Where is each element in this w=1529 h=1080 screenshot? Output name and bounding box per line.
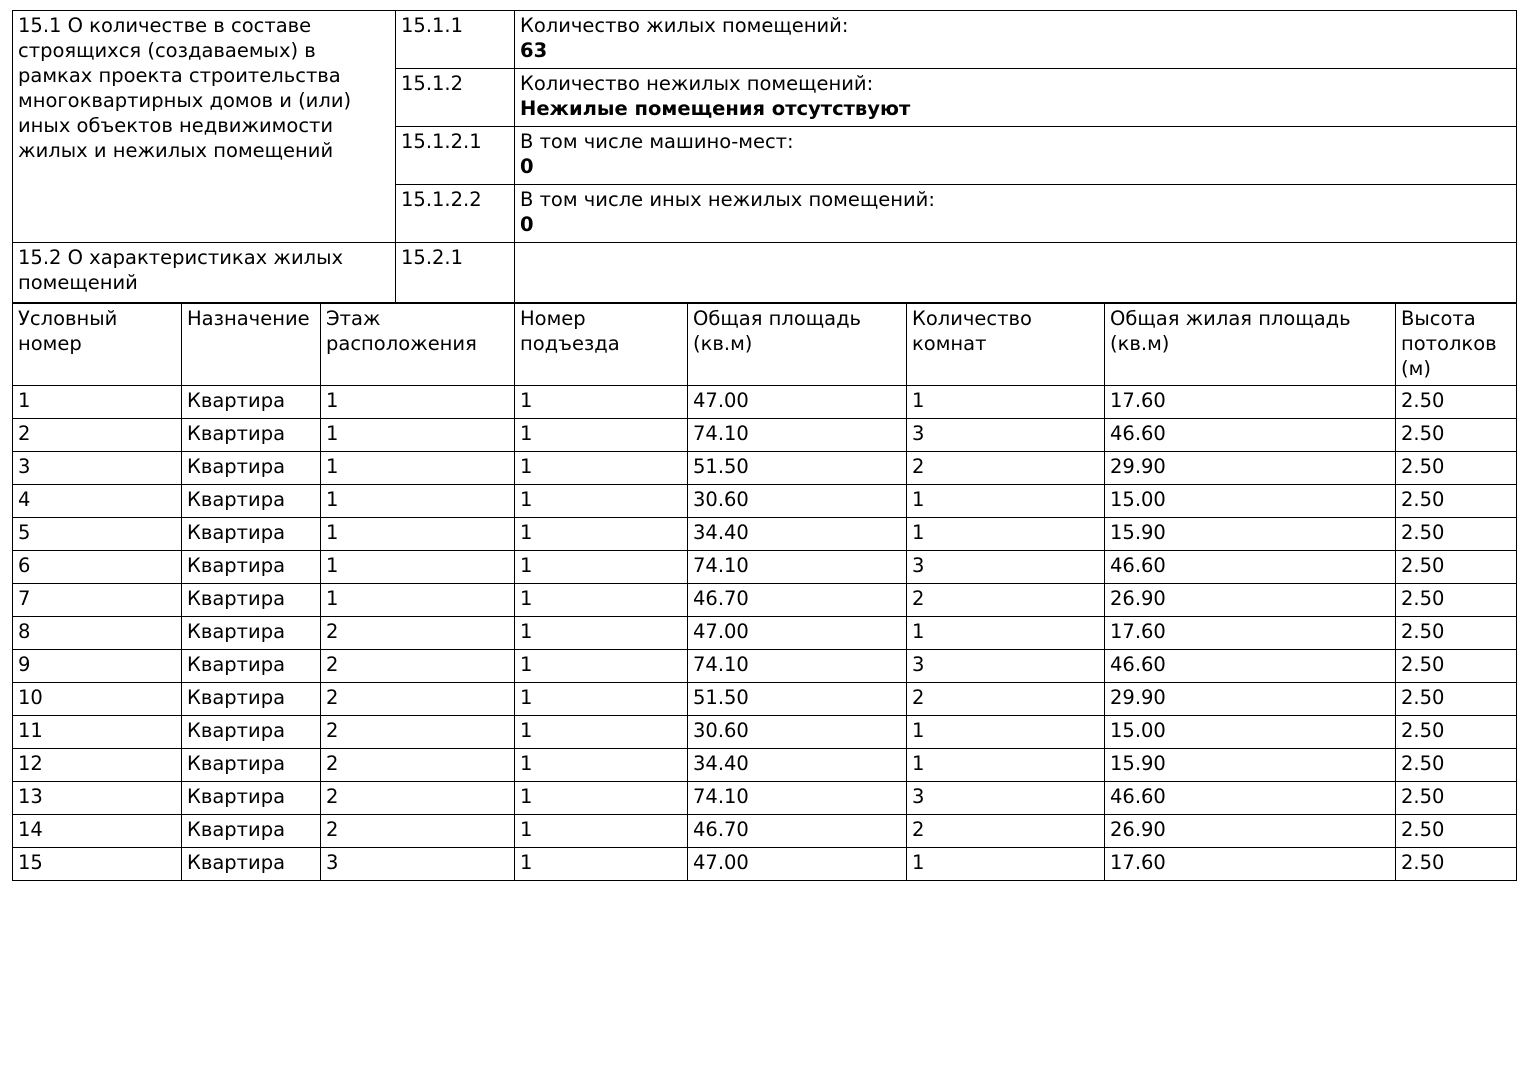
column-header-kolichestvo-komnat: Количество комнат <box>907 303 1105 386</box>
cell-kolichestvo-komnat: 3 <box>907 551 1105 584</box>
cell-obshaya-ploshad: 46.70 <box>688 584 907 617</box>
cell-etazh: 2 <box>321 814 515 847</box>
cell-zhilaya-ploshad: 46.60 <box>1105 419 1396 452</box>
cell-naznachenie: Квартира <box>182 584 321 617</box>
cell-obshaya-ploshad: 51.50 <box>688 683 907 716</box>
cell-zhilaya-ploshad: 15.00 <box>1105 716 1396 749</box>
cell-kolichestvo-komnat: 3 <box>907 419 1105 452</box>
cell-vysota-potolkov: 2.50 <box>1396 419 1517 452</box>
cell-kolichestvo-komnat: 2 <box>907 452 1105 485</box>
cell-podezd: 1 <box>515 419 688 452</box>
cell-kolichestvo-komnat: 1 <box>907 485 1105 518</box>
cell-etazh: 1 <box>321 551 515 584</box>
cell-etazh: 2 <box>321 748 515 781</box>
section-15-body <box>13 11 1517 303</box>
cell-obshaya-ploshad: 34.40 <box>688 518 907 551</box>
table-row <box>13 242 1517 302</box>
cell-vysota-potolkov: 2.50 <box>1396 617 1517 650</box>
cell-zhilaya-ploshad: 26.90 <box>1105 814 1396 847</box>
table-row <box>13 386 1517 419</box>
row-value-cell <box>515 242 1517 302</box>
cell-uslovny-nomer: 11 <box>13 716 182 749</box>
cell-etazh: 3 <box>321 847 515 880</box>
row-value-cell <box>515 184 1517 242</box>
cell-kolichestvo-komnat: 1 <box>907 386 1105 419</box>
cell-zhilaya-ploshad: 46.60 <box>1105 551 1396 584</box>
row-caption: В том числе машино-мест: <box>520 129 794 153</box>
cell-obshaya-ploshad: 74.10 <box>688 419 907 452</box>
cell-kolichestvo-komnat: 2 <box>907 584 1105 617</box>
cell-zhilaya-ploshad: 15.90 <box>1105 748 1396 781</box>
cell-etazh: 1 <box>321 386 515 419</box>
row-value: Нежилые помещения отсутствуют <box>520 96 911 120</box>
cell-zhilaya-ploshad: 26.90 <box>1105 584 1396 617</box>
cell-etazh: 1 <box>321 518 515 551</box>
cell-etazh: 1 <box>321 584 515 617</box>
cell-etazh: 1 <box>321 485 515 518</box>
cell-podezd: 1 <box>515 386 688 419</box>
row-code: 15.2.1 <box>396 242 515 302</box>
cell-naznachenie: Квартира <box>182 419 321 452</box>
table-row <box>13 683 1517 716</box>
cell-zhilaya-ploshad: 17.60 <box>1105 847 1396 880</box>
cell-uslovny-nomer: 5 <box>13 518 182 551</box>
row-value-cell <box>515 11 1517 69</box>
table-row <box>13 452 1517 485</box>
cell-etazh: 2 <box>321 683 515 716</box>
cell-kolichestvo-komnat: 1 <box>907 748 1105 781</box>
column-header-zhilaya-ploshad: Общая жилая площадь (кв.м) <box>1105 303 1396 386</box>
table-row <box>13 650 1517 683</box>
cell-obshaya-ploshad: 30.60 <box>688 716 907 749</box>
flats-table-head <box>13 303 1517 386</box>
cell-zhilaya-ploshad: 17.60 <box>1105 617 1396 650</box>
section-15-2-label: 15.2 О характеристиках жилых помещений <box>13 242 396 302</box>
cell-vysota-potolkov: 2.50 <box>1396 584 1517 617</box>
cell-uslovny-nomer: 8 <box>13 617 182 650</box>
cell-kolichestvo-komnat: 1 <box>907 716 1105 749</box>
cell-naznachenie: Квартира <box>182 551 321 584</box>
cell-uslovny-nomer: 14 <box>13 814 182 847</box>
cell-obshaya-ploshad: 47.00 <box>688 617 907 650</box>
cell-kolichestvo-komnat: 1 <box>907 847 1105 880</box>
cell-zhilaya-ploshad: 15.00 <box>1105 485 1396 518</box>
cell-uslovny-nomer: 7 <box>13 584 182 617</box>
cell-zhilaya-ploshad: 29.90 <box>1105 683 1396 716</box>
cell-podezd: 1 <box>515 781 688 814</box>
cell-obshaya-ploshad: 74.10 <box>688 781 907 814</box>
cell-vysota-potolkov: 2.50 <box>1396 748 1517 781</box>
cell-etazh: 2 <box>321 650 515 683</box>
table-row <box>13 419 1517 452</box>
cell-uslovny-nomer: 15 <box>13 847 182 880</box>
cell-vysota-potolkov: 2.50 <box>1396 551 1517 584</box>
cell-vysota-potolkov: 2.50 <box>1396 452 1517 485</box>
table-row <box>13 617 1517 650</box>
cell-uslovny-nomer: 10 <box>13 683 182 716</box>
table-row <box>13 485 1517 518</box>
cell-kolichestvo-komnat: 2 <box>907 814 1105 847</box>
cell-podezd: 1 <box>515 748 688 781</box>
cell-podezd: 1 <box>515 716 688 749</box>
cell-etazh: 1 <box>321 419 515 452</box>
cell-podezd: 1 <box>515 814 688 847</box>
cell-kolichestvo-komnat: 2 <box>907 683 1105 716</box>
cell-obshaya-ploshad: 51.50 <box>688 452 907 485</box>
cell-etazh: 2 <box>321 617 515 650</box>
cell-naznachenie: Квартира <box>182 683 321 716</box>
cell-kolichestvo-komnat: 3 <box>907 650 1105 683</box>
row-code: 15.1.2.2 <box>396 184 515 242</box>
row-value: 0 <box>520 154 534 178</box>
cell-naznachenie: Квартира <box>182 814 321 847</box>
table-row <box>13 716 1517 749</box>
cell-naznachenie: Квартира <box>182 650 321 683</box>
cell-naznachenie: Квартира <box>182 518 321 551</box>
column-header-uslovny-nomer: Условный номер <box>13 303 182 386</box>
cell-podezd: 1 <box>515 551 688 584</box>
cell-vysota-potolkov: 2.50 <box>1396 485 1517 518</box>
row-value: 0 <box>520 212 534 236</box>
cell-podezd: 1 <box>515 518 688 551</box>
cell-uslovny-nomer: 6 <box>13 551 182 584</box>
cell-obshaya-ploshad: 74.10 <box>688 650 907 683</box>
cell-vysota-potolkov: 2.50 <box>1396 716 1517 749</box>
cell-uslovny-nomer: 4 <box>13 485 182 518</box>
cell-vysota-potolkov: 2.50 <box>1396 386 1517 419</box>
column-header-etazh: Этаж расположения <box>321 303 515 386</box>
cell-zhilaya-ploshad: 15.90 <box>1105 518 1396 551</box>
cell-podezd: 1 <box>515 485 688 518</box>
row-value: 63 <box>520 38 548 62</box>
row-caption: Количество нежилых помещений: <box>520 71 874 95</box>
cell-naznachenie: Квартира <box>182 617 321 650</box>
section-15-1-label: 15.1 О количестве в составе строящихся (создаваемых) в рамках проекта строительства многоквартирных домов и (или) иных объектов недвижимости жилых и нежилых помещений <box>13 11 396 243</box>
table-row <box>13 748 1517 781</box>
cell-podezd: 1 <box>515 847 688 880</box>
cell-podezd: 1 <box>515 683 688 716</box>
table-row <box>13 584 1517 617</box>
table-row <box>13 551 1517 584</box>
row-code: 15.1.1 <box>396 11 515 69</box>
section-15-table <box>12 10 1517 303</box>
table-row <box>13 847 1517 880</box>
row-value-cell <box>515 68 1517 126</box>
cell-uslovny-nomer: 1 <box>13 386 182 419</box>
table-row <box>13 814 1517 847</box>
cell-naznachenie: Квартира <box>182 386 321 419</box>
row-value-cell <box>515 126 1517 184</box>
cell-vysota-potolkov: 2.50 <box>1396 781 1517 814</box>
cell-podezd: 1 <box>515 617 688 650</box>
cell-obshaya-ploshad: 30.60 <box>688 485 907 518</box>
cell-etazh: 1 <box>321 452 515 485</box>
cell-etazh: 2 <box>321 781 515 814</box>
cell-uslovny-nomer: 9 <box>13 650 182 683</box>
cell-naznachenie: Квартира <box>182 452 321 485</box>
cell-naznachenie: Квартира <box>182 748 321 781</box>
row-caption: В том числе иных нежилых помещений: <box>520 187 935 211</box>
cell-podezd: 1 <box>515 452 688 485</box>
column-header-naznachenie: Назначение <box>182 303 321 386</box>
cell-vysota-potolkov: 2.50 <box>1396 650 1517 683</box>
cell-uslovny-nomer: 13 <box>13 781 182 814</box>
cell-naznachenie: Квартира <box>182 716 321 749</box>
cell-vysota-potolkov: 2.50 <box>1396 847 1517 880</box>
cell-obshaya-ploshad: 47.00 <box>688 386 907 419</box>
flats-table-body <box>13 386 1517 880</box>
cell-naznachenie: Квартира <box>182 781 321 814</box>
cell-obshaya-ploshad: 34.40 <box>688 748 907 781</box>
cell-uslovny-nomer: 3 <box>13 452 182 485</box>
cell-vysota-potolkov: 2.50 <box>1396 683 1517 716</box>
cell-podezd: 1 <box>515 584 688 617</box>
cell-zhilaya-ploshad: 46.60 <box>1105 781 1396 814</box>
cell-naznachenie: Квартира <box>182 847 321 880</box>
cell-obshaya-ploshad: 46.70 <box>688 814 907 847</box>
cell-kolichestvo-komnat: 1 <box>907 617 1105 650</box>
table-row <box>13 781 1517 814</box>
cell-vysota-potolkov: 2.50 <box>1396 814 1517 847</box>
cell-podezd: 1 <box>515 650 688 683</box>
table-header-row <box>13 303 1517 386</box>
cell-naznachenie: Квартира <box>182 485 321 518</box>
row-code: 15.1.2.1 <box>396 126 515 184</box>
row-caption: Количество жилых помещений: <box>520 14 849 37</box>
cell-zhilaya-ploshad: 29.90 <box>1105 452 1396 485</box>
cell-uslovny-nomer: 2 <box>13 419 182 452</box>
column-header-obshaya-ploshad: Общая площадь (кв.м) <box>688 303 907 386</box>
row-code: 15.1.2 <box>396 68 515 126</box>
cell-obshaya-ploshad: 47.00 <box>688 847 907 880</box>
flats-table <box>12 303 1517 881</box>
cell-etazh: 2 <box>321 716 515 749</box>
cell-vysota-potolkov: 2.50 <box>1396 518 1517 551</box>
cell-zhilaya-ploshad: 17.60 <box>1105 386 1396 419</box>
column-header-podezd: Номер подъезда <box>515 303 688 386</box>
cell-kolichestvo-komnat: 3 <box>907 781 1105 814</box>
table-row <box>13 518 1517 551</box>
column-header-vysota-potolkov: Высота потолков (м) <box>1396 303 1517 386</box>
table-row <box>13 11 1517 69</box>
cell-kolichestvo-komnat: 1 <box>907 518 1105 551</box>
cell-obshaya-ploshad: 74.10 <box>688 551 907 584</box>
cell-zhilaya-ploshad: 46.60 <box>1105 650 1396 683</box>
cell-uslovny-nomer: 12 <box>13 748 182 781</box>
